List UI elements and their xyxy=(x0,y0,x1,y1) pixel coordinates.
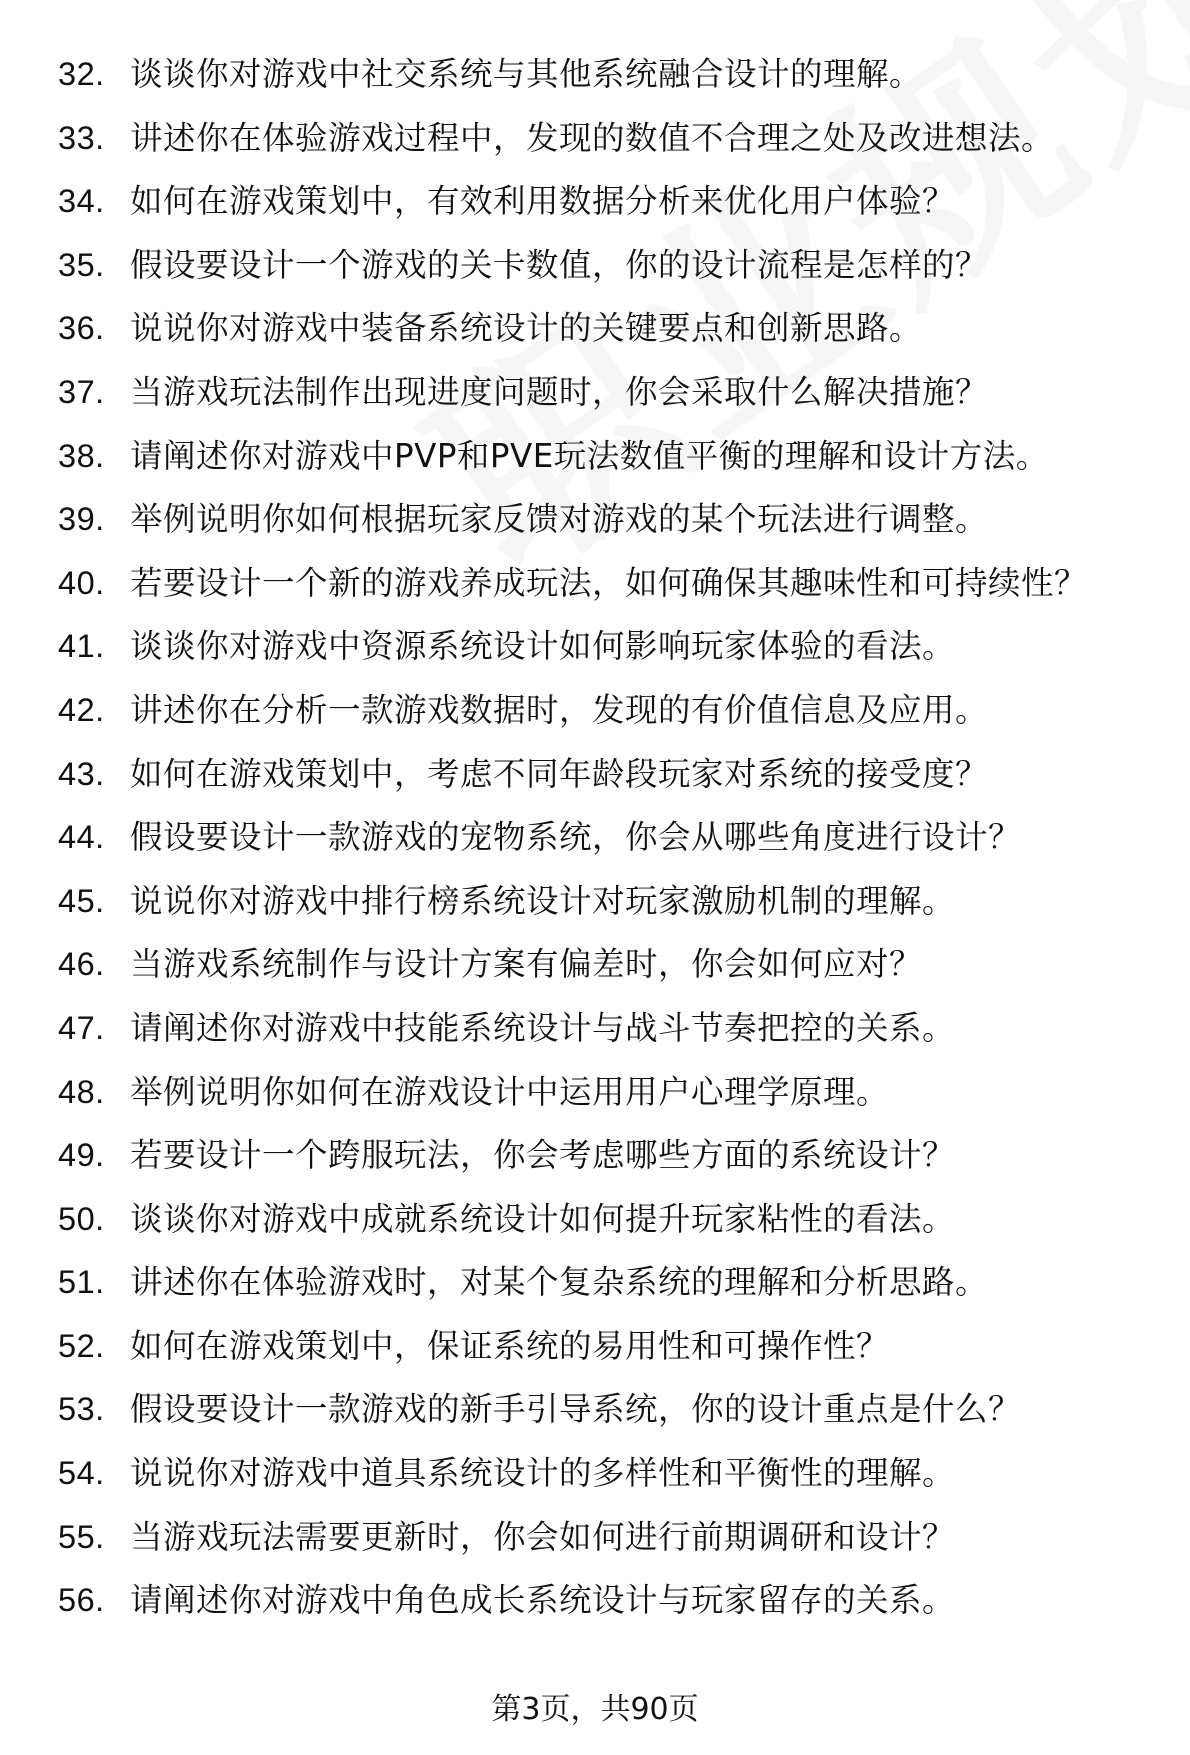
question-number: 36. xyxy=(58,310,105,347)
question-number: 53. xyxy=(58,1391,105,1428)
question-item-50 xyxy=(58,1197,1158,1241)
question-text: 若要设计一个新的游戏养成玩法，如何确保其趣味性和可持续性？ xyxy=(130,563,1088,602)
question-number: 52. xyxy=(58,1327,105,1364)
question-number: 35. xyxy=(58,246,105,283)
question-text: 假设要设计一个游戏的关卡数值，你的设计流程是怎样的？ xyxy=(130,245,989,284)
question-text: 谈谈你对游戏中社交系统与其他系统融合设计的理解。 xyxy=(130,55,923,93)
question-text: 请阐述你对游戏中技能系统设计与战斗节奏把控的关系。 xyxy=(130,1008,956,1047)
question-number: 45. xyxy=(58,882,105,919)
question-text: 讲述你在分析一款游戏数据时，发现的有价值信息及应用。 xyxy=(130,690,989,729)
page-indicator: 第3页，共90页 xyxy=(491,1692,699,1727)
question-number: 46. xyxy=(58,946,105,983)
question-item-42 xyxy=(58,688,1158,732)
question-item-48 xyxy=(58,1070,1158,1114)
question-item-46 xyxy=(58,942,1158,986)
question-item-43 xyxy=(58,752,1158,796)
question-number: 51. xyxy=(58,1264,105,1301)
question-number: 33. xyxy=(58,119,105,156)
question-number: 39. xyxy=(58,501,105,538)
question-item-51 xyxy=(58,1260,1158,1304)
question-number: 40. xyxy=(58,564,105,601)
question-item-44 xyxy=(58,815,1158,859)
question-number: 42. xyxy=(58,691,105,728)
question-number: 54. xyxy=(58,1455,105,1492)
question-number: 38. xyxy=(58,437,105,474)
question-text: 说说你对游戏中排行榜系统设计对玩家激励机制的理解。 xyxy=(130,881,956,920)
question-item-54 xyxy=(58,1451,1158,1495)
question-item-36 xyxy=(58,306,1158,350)
question-number: 56. xyxy=(58,1582,105,1619)
question-text: 说说你对游戏中道具系统设计的多样性和平衡性的理解。 xyxy=(130,1454,956,1493)
question-text: 请阐述你对游戏中角色成长系统设计与玩家留存的关系。 xyxy=(130,1581,956,1620)
question-text: 若要设计一个跨服玩法，你会考虑哪些方面的系统设计？ xyxy=(130,1136,956,1175)
question-item-47 xyxy=(58,1006,1158,1050)
question-item-38 xyxy=(58,434,1158,478)
question-text: 谈谈你对游戏中成就系统设计如何提升玩家粘性的看法。 xyxy=(130,1199,956,1238)
question-text: 说说你对游戏中装备系统设计的关键要点和创新思路。 xyxy=(130,309,923,348)
question-text: 当游戏系统制作与设计方案有偏差时，你会如何应对？ xyxy=(130,945,923,984)
question-text: 当游戏玩法制作出现进度问题时，你会采取什么解决措施？ xyxy=(130,372,989,411)
question-number: 43. xyxy=(58,755,105,792)
question-item-33 xyxy=(58,116,1158,160)
question-item-39 xyxy=(58,497,1158,541)
question-item-41 xyxy=(58,624,1158,668)
question-list xyxy=(58,52,1158,1642)
question-text: 请阐述你对游戏中PVP和PVE玩法数值平衡的理解和设计方法。 xyxy=(130,436,1049,475)
question-number: 49. xyxy=(58,1137,105,1174)
question-number: 50. xyxy=(58,1200,105,1237)
question-number: 41. xyxy=(58,628,105,665)
question-item-35 xyxy=(58,243,1158,287)
question-text: 假设要设计一款游戏的新手引导系统，你的设计重点是什么？ xyxy=(130,1390,1022,1429)
question-text: 假设要设计一款游戏的宠物系统，你会从哪些角度进行设计？ xyxy=(130,818,1022,857)
question-text: 如何在游戏策划中，有效利用数据分析来优化用户体验？ xyxy=(130,182,956,221)
question-number: 32. xyxy=(58,56,105,92)
question-number: 37. xyxy=(58,373,105,410)
question-number: 44. xyxy=(58,819,105,856)
question-text: 如何在游戏策划中，考虑不同年龄段玩家对系统的接受度？ xyxy=(130,754,989,793)
question-text: 谈谈你对游戏中资源系统设计如何影响玩家体验的看法。 xyxy=(130,627,956,666)
question-item-34 xyxy=(58,179,1158,223)
question-item-32 xyxy=(58,52,1158,96)
question-item-55 xyxy=(58,1515,1158,1559)
question-text: 当游戏玩法需要更新时，你会如何进行前期调研和设计？ xyxy=(130,1517,956,1556)
question-number: 47. xyxy=(58,1009,105,1046)
question-item-37 xyxy=(58,370,1158,414)
question-item-40 xyxy=(58,561,1158,605)
question-text: 如何在游戏策划中，保证系统的易用性和可操作性？ xyxy=(130,1326,890,1365)
question-number: 48. xyxy=(58,1073,105,1110)
question-text: 讲述你在体验游戏时，对某个复杂系统的理解和分析思路。 xyxy=(130,1263,989,1302)
question-item-53 xyxy=(58,1387,1158,1431)
question-item-45 xyxy=(58,879,1158,923)
question-text: 举例说明你如何在游戏设计中运用用户心理学原理。 xyxy=(130,1072,890,1111)
question-item-56 xyxy=(58,1578,1158,1622)
question-text: 举例说明你如何根据玩家反馈对游戏的某个玩法进行调整。 xyxy=(130,500,989,539)
question-number: 55. xyxy=(58,1518,105,1555)
question-item-52 xyxy=(58,1324,1158,1368)
question-item-49 xyxy=(58,1133,1158,1177)
question-text: 讲述你在体验游戏过程中，发现的数值不合理之处及改进想法。 xyxy=(130,118,1055,157)
question-number: 34. xyxy=(58,183,105,220)
